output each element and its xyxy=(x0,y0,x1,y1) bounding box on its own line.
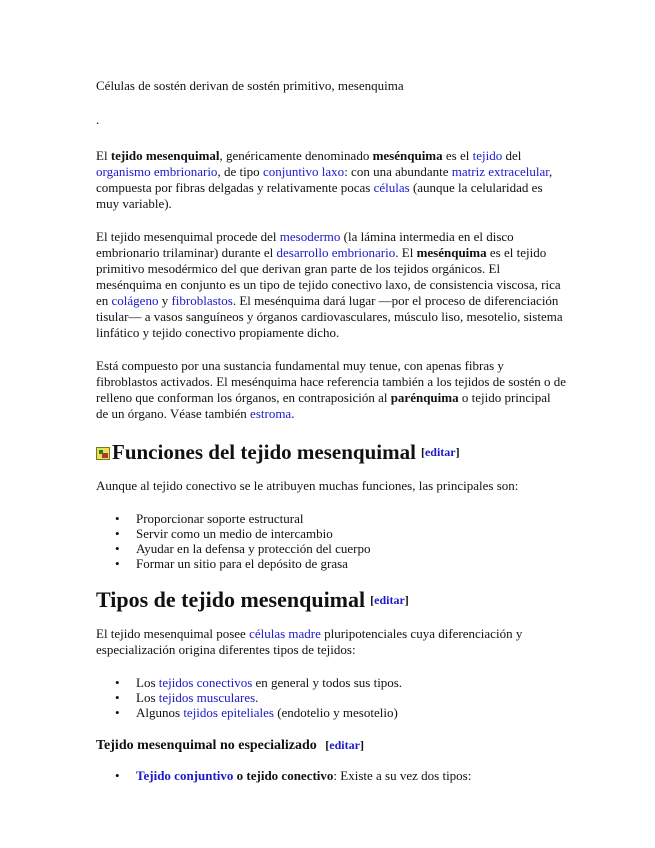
bracket: [ xyxy=(325,738,330,752)
funciones-list xyxy=(96,511,566,571)
paragraph-origin xyxy=(96,229,566,341)
link-desarrollo-embrionario[interactable]: desarrollo embrionario xyxy=(276,245,396,260)
link-tejido[interactable]: tejido xyxy=(472,148,503,163)
bracket: [ xyxy=(420,445,425,459)
text: El tejido mesenquimal posee xyxy=(96,626,250,641)
text: , compuesta por fibras delgadas y relativamente pocas xyxy=(96,164,553,195)
text: es el xyxy=(442,148,473,163)
no-especializado-list xyxy=(96,768,566,783)
bracket: ] xyxy=(455,445,460,459)
text: , genéricamente denominado xyxy=(219,148,373,163)
list-item: • Servir como un medio de intercambio xyxy=(96,526,566,541)
text: . xyxy=(291,406,295,421)
text: (endotelio y mesotelio) xyxy=(273,705,398,720)
list-item: • Proporcionar soporte estructural xyxy=(96,511,566,526)
document-page xyxy=(96,78,566,799)
tipos-list xyxy=(96,675,566,720)
list-item xyxy=(96,768,566,783)
text: . xyxy=(255,690,259,705)
link-tejidos-musculares[interactable]: tejidos musculares xyxy=(158,690,256,705)
link-tejidos-epiteliales[interactable]: tejidos epiteliales xyxy=(183,705,274,720)
text: (aunque la celularidad es muy variable). xyxy=(96,180,543,211)
text: , de tipo xyxy=(217,164,263,179)
edit-link-tipos[interactable]: editar xyxy=(374,593,405,607)
text: Los xyxy=(136,675,159,690)
text: Está compuesto por una sustancia fundamental muy tenue, con apenas fibras y fibroblastos activados. El mesénquima hace referencia también a los tejidos de sostén o de relleno que conforman los órganos, en contraposición al xyxy=(96,358,567,405)
text: El xyxy=(96,148,111,163)
link-organismo-embrionario[interactable]: organismo embrionario xyxy=(96,164,218,179)
broken-image-icon xyxy=(96,447,110,460)
intro-line: Células de sostén derivan de sostén primitivo, mesenquima xyxy=(96,78,404,93)
funciones-intro: Aunque al tejido conectivo se le atribuyen muchas funciones, las principales son: xyxy=(96,478,519,493)
bracket: ] xyxy=(404,593,409,607)
text: o tejido principal de un órgano. Véase también xyxy=(96,390,551,421)
link-conjuntivo-laxo[interactable]: conjuntivo laxo xyxy=(262,164,345,179)
heading-funciones xyxy=(96,439,566,465)
text: Algunos xyxy=(136,705,184,720)
text: : Existe a su vez dos tipos: xyxy=(333,768,472,783)
text: . El mesénquima dará lugar —por el proceso de diferenciación tisular— a vasos sanguíneos y órganos cardiovasculares, músculo liso, mesotelio, sistema linfático y tejido conectivo propiamente dicho. xyxy=(96,293,563,340)
link-estroma[interactable]: estroma xyxy=(250,406,292,421)
link-colageno[interactable]: colágeno xyxy=(111,293,159,308)
heading-no-especializado-title: Tejido mesenquimal no especializado xyxy=(96,738,317,753)
link-tejido-conjuntivo[interactable]: Tejido conjuntivo xyxy=(136,768,234,783)
list-item xyxy=(96,675,566,690)
link-fibroblastos[interactable]: fibroblastos xyxy=(171,293,233,308)
edit-link-funciones[interactable]: editar xyxy=(424,445,456,459)
link-tejidos-conectivos[interactable]: tejidos conectivos xyxy=(158,675,253,690)
text: Los xyxy=(136,690,159,705)
edit-section-no-especializado xyxy=(325,738,364,752)
term-mesenquima: mesénquima xyxy=(416,245,487,260)
text: (la lámina intermedia en el disco embrionario trilaminar) durante el xyxy=(96,229,514,260)
paragraph-composition xyxy=(96,358,566,422)
link-matriz-extracelular[interactable]: matriz extracelular xyxy=(451,164,550,179)
intro-dot: . xyxy=(96,112,100,127)
text: en general y todos sus tipos. xyxy=(252,675,403,690)
edit-link-no-especializado[interactable]: editar xyxy=(329,738,360,752)
list-item xyxy=(96,705,566,720)
bracket: ] xyxy=(359,738,364,752)
text: El tejido mesenquimal procede del xyxy=(96,229,280,244)
edit-section-tipos xyxy=(370,587,409,613)
link-celulas[interactable]: células xyxy=(373,180,410,195)
heading-no-especializado xyxy=(96,736,566,755)
bracket: [ xyxy=(370,593,375,607)
term-tejido-conectivo: o tejido conectivo xyxy=(233,768,334,783)
list-item: • Ayudar en la defensa y protección del cuerpo xyxy=(96,541,566,556)
edit-section-funciones xyxy=(421,439,460,465)
link-mesodermo[interactable]: mesodermo xyxy=(279,229,341,244)
list-item: • Formar un sitio para el depósito de grasa xyxy=(96,556,566,571)
heading-funciones-title: Funciones del tejido mesenquimal xyxy=(112,440,416,464)
list-item xyxy=(96,690,566,705)
text: del xyxy=(502,148,522,163)
text: es el tejido primitivo mesodérmico del que derivan gran parte de los tejidos orgánicos. El mesénquima en conjunto es un tipo de tejido conectivo laxo, de consistencia viscosa, rica en xyxy=(96,245,561,308)
link-celulas-madre[interactable]: células madre xyxy=(249,626,321,641)
term-mesenquima: mesénquima xyxy=(372,148,443,163)
term-parenquima: parénquima xyxy=(390,390,459,405)
heading-tipos xyxy=(96,587,566,613)
text: . El xyxy=(395,245,417,260)
text: y xyxy=(158,293,172,308)
text: : con una abundante xyxy=(344,164,452,179)
heading-tipos-title: Tipos de tejido mesenquimal xyxy=(96,587,366,612)
term-tejido-mesenquimal: tejido mesenquimal xyxy=(110,148,220,163)
paragraph-definition xyxy=(96,148,566,212)
tipos-intro xyxy=(96,626,566,658)
text: pluripotenciales cuya diferenciación y especialización origina diferentes tipos de tejidos: xyxy=(96,626,523,657)
